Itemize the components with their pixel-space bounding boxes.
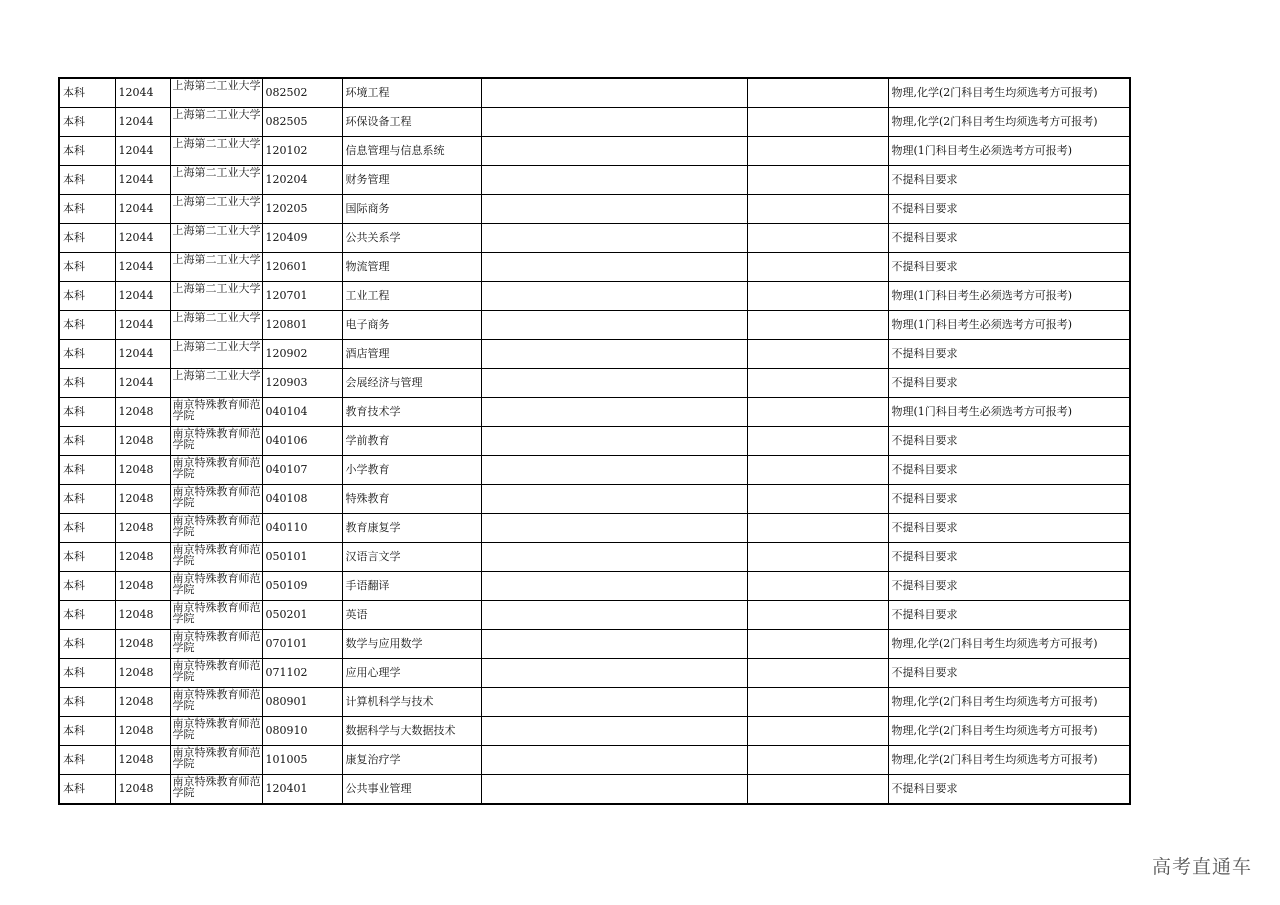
cell-major-code: 120601: [262, 253, 342, 282]
cell-subject-requirement: 不提科目要求: [888, 543, 1130, 572]
admission-requirements-table: [58, 77, 1131, 805]
watermark-logo: 高考直通车: [1151, 856, 1252, 878]
cell-subject-requirement: 物理,化学(2门科目考生均须选考方可报考): [888, 108, 1130, 137]
cell-major-code: 080901: [262, 688, 342, 717]
cell-school-name: [170, 485, 262, 514]
school-name-text: 南京特殊教育师范学院: [172, 572, 261, 596]
table-row: [59, 369, 1130, 398]
cell-blank-a: [481, 78, 747, 108]
school-name-text: 南京特殊教育师范学院: [172, 485, 261, 509]
cell-blank-a: [481, 137, 747, 166]
cell-school-name: [170, 253, 262, 282]
cell-level: 本科: [59, 253, 115, 282]
cell-school-code: 12044: [115, 224, 170, 253]
table-row: [59, 659, 1130, 688]
cell-school-name: [170, 282, 262, 311]
school-name-text: 上海第二工业大学: [172, 253, 261, 266]
school-name-text: 上海第二工业大学: [172, 224, 261, 237]
table-row: [59, 775, 1130, 805]
cell-level: 本科: [59, 78, 115, 108]
table-row: [59, 108, 1130, 137]
cell-school-code: 12048: [115, 746, 170, 775]
table-row: [59, 717, 1130, 746]
cell-school-name: [170, 137, 262, 166]
cell-school-name: [170, 224, 262, 253]
cell-level: 本科: [59, 543, 115, 572]
cell-school-name: [170, 166, 262, 195]
table-row: [59, 601, 1130, 630]
table-row: [59, 427, 1130, 456]
cell-major-code: 120204: [262, 166, 342, 195]
cell-major-code: 040107: [262, 456, 342, 485]
cell-major-name: 环境工程: [342, 78, 481, 108]
cell-blank-b: [747, 630, 888, 659]
table-row: [59, 543, 1130, 572]
cell-blank-a: [481, 398, 747, 427]
cell-major-name: 物流管理: [342, 253, 481, 282]
cell-level: 本科: [59, 456, 115, 485]
cell-major-code: 070101: [262, 630, 342, 659]
table-body: [59, 78, 1130, 804]
cell-major-code: 040104: [262, 398, 342, 427]
cell-school-code: 12044: [115, 108, 170, 137]
cell-subject-requirement: 不提科目要求: [888, 427, 1130, 456]
cell-level: 本科: [59, 398, 115, 427]
cell-major-name: 手语翻译: [342, 572, 481, 601]
school-name-text: 上海第二工业大学: [172, 108, 261, 121]
cell-blank-b: [747, 137, 888, 166]
school-name-text: 南京特殊教育师范学院: [172, 456, 261, 480]
cell-level: 本科: [59, 775, 115, 805]
cell-school-name: [170, 630, 262, 659]
cell-school-name: [170, 78, 262, 108]
cell-major-code: 071102: [262, 659, 342, 688]
cell-major-name: 工业工程: [342, 282, 481, 311]
cell-blank-b: [747, 717, 888, 746]
cell-school-code: 12048: [115, 688, 170, 717]
cell-school-name: [170, 514, 262, 543]
cell-school-name: [170, 427, 262, 456]
cell-major-name: 特殊教育: [342, 485, 481, 514]
cell-major-code: 040108: [262, 485, 342, 514]
cell-major-code: 050201: [262, 601, 342, 630]
cell-school-name: [170, 717, 262, 746]
cell-major-code: 120205: [262, 195, 342, 224]
cell-major-code: 120102: [262, 137, 342, 166]
cell-blank-a: [481, 166, 747, 195]
cell-level: 本科: [59, 369, 115, 398]
cell-major-name: 会展经济与管理: [342, 369, 481, 398]
cell-subject-requirement: 不提科目要求: [888, 340, 1130, 369]
school-name-text: 南京特殊教育师范学院: [172, 601, 261, 625]
cell-school-code: 12048: [115, 630, 170, 659]
cell-major-name: 康复治疗学: [342, 746, 481, 775]
cell-subject-requirement: 不提科目要求: [888, 456, 1130, 485]
cell-major-name: 汉语言文学: [342, 543, 481, 572]
table-row: [59, 572, 1130, 601]
cell-school-name: [170, 456, 262, 485]
cell-level: 本科: [59, 514, 115, 543]
cell-blank-a: [481, 572, 747, 601]
cell-blank-a: [481, 775, 747, 805]
cell-blank-a: [481, 195, 747, 224]
cell-subject-requirement: 不提科目要求: [888, 166, 1130, 195]
cell-subject-requirement: 物理,化学(2门科目考生均须选考方可报考): [888, 688, 1130, 717]
cell-major-code: 082505: [262, 108, 342, 137]
cell-school-code: 12048: [115, 514, 170, 543]
cell-school-name: [170, 311, 262, 340]
cell-school-code: 12044: [115, 282, 170, 311]
cell-school-name: [170, 369, 262, 398]
table-row: [59, 282, 1130, 311]
cell-subject-requirement: 不提科目要求: [888, 224, 1130, 253]
cell-level: 本科: [59, 427, 115, 456]
cell-school-code: 12044: [115, 340, 170, 369]
cell-blank-a: [481, 311, 747, 340]
cell-school-name: [170, 746, 262, 775]
cell-school-code: 12048: [115, 717, 170, 746]
cell-blank-a: [481, 485, 747, 514]
cell-major-name: 教育技术学: [342, 398, 481, 427]
cell-blank-b: [747, 340, 888, 369]
cell-school-code: 12044: [115, 369, 170, 398]
cell-major-code: 120801: [262, 311, 342, 340]
cell-subject-requirement: 物理,化学(2门科目考生均须选考方可报考): [888, 630, 1130, 659]
cell-blank-b: [747, 224, 888, 253]
cell-blank-b: [747, 78, 888, 108]
cell-level: 本科: [59, 630, 115, 659]
cell-major-name: 信息管理与信息系统: [342, 137, 481, 166]
cell-level: 本科: [59, 311, 115, 340]
cell-blank-b: [747, 427, 888, 456]
cell-major-name: 教育康复学: [342, 514, 481, 543]
cell-major-name: 公共关系学: [342, 224, 481, 253]
cell-major-code: 050109: [262, 572, 342, 601]
cell-subject-requirement: 不提科目要求: [888, 369, 1130, 398]
cell-blank-b: [747, 195, 888, 224]
school-name-text: 上海第二工业大学: [172, 340, 261, 353]
cell-blank-b: [747, 456, 888, 485]
cell-level: 本科: [59, 601, 115, 630]
cell-major-code: 120409: [262, 224, 342, 253]
cell-major-name: 酒店管理: [342, 340, 481, 369]
school-name-text: 上海第二工业大学: [172, 311, 261, 324]
table-row: [59, 630, 1130, 659]
cell-blank-a: [481, 224, 747, 253]
table-row: [59, 688, 1130, 717]
cell-blank-b: [747, 601, 888, 630]
cell-school-code: 12048: [115, 543, 170, 572]
cell-major-name: 英语: [342, 601, 481, 630]
cell-level: 本科: [59, 166, 115, 195]
cell-level: 本科: [59, 108, 115, 137]
cell-blank-b: [747, 746, 888, 775]
cell-school-code: 12048: [115, 485, 170, 514]
cell-blank-b: [747, 253, 888, 282]
cell-school-code: 12044: [115, 166, 170, 195]
cell-school-code: 12048: [115, 456, 170, 485]
school-name-text: 南京特殊教育师范学院: [172, 398, 261, 422]
school-name-text: 南京特殊教育师范学院: [172, 775, 261, 799]
cell-major-name: 数据科学与大数据技术: [342, 717, 481, 746]
cell-major-code: 082502: [262, 78, 342, 108]
school-name-text: 南京特殊教育师范学院: [172, 717, 261, 741]
cell-major-code: 040110: [262, 514, 342, 543]
cell-school-name: [170, 108, 262, 137]
cell-school-code: 12044: [115, 311, 170, 340]
school-name-text: 上海第二工业大学: [172, 282, 261, 295]
cell-blank-b: [747, 688, 888, 717]
cell-level: 本科: [59, 746, 115, 775]
cell-school-code: 12048: [115, 659, 170, 688]
cell-blank-b: [747, 369, 888, 398]
school-name-text: 南京特殊教育师范学院: [172, 688, 261, 712]
table-row: [59, 166, 1130, 195]
cell-school-name: [170, 543, 262, 572]
cell-blank-a: [481, 282, 747, 311]
cell-level: 本科: [59, 340, 115, 369]
cell-level: 本科: [59, 224, 115, 253]
cell-major-code: 120903: [262, 369, 342, 398]
cell-level: 本科: [59, 572, 115, 601]
cell-major-name: 公共事业管理: [342, 775, 481, 805]
cell-subject-requirement: 不提科目要求: [888, 572, 1130, 601]
table-row: [59, 224, 1130, 253]
cell-blank-a: [481, 456, 747, 485]
cell-school-code: 12048: [115, 775, 170, 805]
cell-blank-b: [747, 282, 888, 311]
cell-major-code: 120701: [262, 282, 342, 311]
cell-major-code: 120902: [262, 340, 342, 369]
cell-subject-requirement: 不提科目要求: [888, 775, 1130, 805]
cell-blank-a: [481, 369, 747, 398]
cell-subject-requirement: 物理,化学(2门科目考生均须选考方可报考): [888, 717, 1130, 746]
cell-blank-b: [747, 108, 888, 137]
cell-major-code: 101005: [262, 746, 342, 775]
cell-major-name: 财务管理: [342, 166, 481, 195]
cell-level: 本科: [59, 717, 115, 746]
cell-school-code: 12044: [115, 195, 170, 224]
school-name-text: 上海第二工业大学: [172, 166, 261, 179]
school-name-text: 南京特殊教育师范学院: [172, 746, 261, 770]
cell-school-name: [170, 601, 262, 630]
school-name-text: 南京特殊教育师范学院: [172, 514, 261, 538]
table-row: [59, 746, 1130, 775]
cell-subject-requirement: 不提科目要求: [888, 253, 1130, 282]
cell-level: 本科: [59, 485, 115, 514]
cell-school-code: 12048: [115, 427, 170, 456]
cell-blank-a: [481, 601, 747, 630]
cell-blank-a: [481, 746, 747, 775]
cell-level: 本科: [59, 137, 115, 166]
cell-subject-requirement: 不提科目要求: [888, 659, 1130, 688]
school-name-text: 上海第二工业大学: [172, 195, 261, 208]
cell-subject-requirement: 不提科目要求: [888, 601, 1130, 630]
table-row: [59, 485, 1130, 514]
cell-school-name: [170, 775, 262, 805]
cell-school-code: 12044: [115, 137, 170, 166]
school-name-text: 南京特殊教育师范学院: [172, 659, 261, 683]
cell-blank-a: [481, 427, 747, 456]
cell-major-code: 040106: [262, 427, 342, 456]
cell-blank-b: [747, 572, 888, 601]
cell-school-name: [170, 195, 262, 224]
cell-major-name: 环保设备工程: [342, 108, 481, 137]
table-row: [59, 78, 1130, 108]
cell-blank-b: [747, 311, 888, 340]
school-name-text: 上海第二工业大学: [172, 137, 261, 150]
cell-blank-a: [481, 514, 747, 543]
cell-school-code: 12044: [115, 78, 170, 108]
cell-level: 本科: [59, 282, 115, 311]
cell-subject-requirement: 物理(1门科目考生必须选考方可报考): [888, 398, 1130, 427]
cell-blank-a: [481, 630, 747, 659]
cell-subject-requirement: 物理,化学(2门科目考生均须选考方可报考): [888, 78, 1130, 108]
cell-school-name: [170, 340, 262, 369]
cell-major-code: 080910: [262, 717, 342, 746]
cell-school-name: [170, 659, 262, 688]
cell-major-name: 应用心理学: [342, 659, 481, 688]
table-row: [59, 311, 1130, 340]
cell-school-name: [170, 572, 262, 601]
cell-school-code: 12048: [115, 572, 170, 601]
table-row: [59, 340, 1130, 369]
cell-blank-b: [747, 659, 888, 688]
table-row: [59, 137, 1130, 166]
cell-major-name: 学前教育: [342, 427, 481, 456]
table-row: [59, 456, 1130, 485]
cell-school-code: 12048: [115, 601, 170, 630]
table-row: [59, 195, 1130, 224]
cell-blank-b: [747, 485, 888, 514]
cell-blank-a: [481, 340, 747, 369]
school-name-text: 南京特殊教育师范学院: [172, 630, 261, 654]
table-row: [59, 398, 1130, 427]
cell-subject-requirement: 物理(1门科目考生必须选考方可报考): [888, 137, 1130, 166]
cell-major-code: 120401: [262, 775, 342, 805]
cell-blank-b: [747, 398, 888, 427]
cell-major-name: 小学教育: [342, 456, 481, 485]
cell-blank-b: [747, 543, 888, 572]
cell-subject-requirement: 物理,化学(2门科目考生均须选考方可报考): [888, 746, 1130, 775]
cell-major-name: 数学与应用数学: [342, 630, 481, 659]
school-name-text: 上海第二工业大学: [172, 369, 261, 382]
cell-level: 本科: [59, 688, 115, 717]
cell-subject-requirement: 物理(1门科目考生必须选考方可报考): [888, 282, 1130, 311]
cell-school-name: [170, 398, 262, 427]
cell-school-code: 12048: [115, 398, 170, 427]
school-name-text: 上海第二工业大学: [172, 79, 261, 92]
cell-level: 本科: [59, 659, 115, 688]
cell-major-name: 电子商务: [342, 311, 481, 340]
cell-major-name: 国际商务: [342, 195, 481, 224]
cell-blank-b: [747, 166, 888, 195]
cell-school-name: [170, 688, 262, 717]
table-row: [59, 514, 1130, 543]
cell-subject-requirement: 不提科目要求: [888, 514, 1130, 543]
cell-blank-a: [481, 543, 747, 572]
cell-subject-requirement: 物理(1门科目考生必须选考方可报考): [888, 311, 1130, 340]
cell-subject-requirement: 不提科目要求: [888, 485, 1130, 514]
table-row: [59, 253, 1130, 282]
cell-blank-a: [481, 688, 747, 717]
cell-blank-a: [481, 108, 747, 137]
cell-major-code: 050101: [262, 543, 342, 572]
cell-blank-b: [747, 775, 888, 805]
school-name-text: 南京特殊教育师范学院: [172, 543, 261, 567]
cell-blank-b: [747, 514, 888, 543]
cell-school-code: 12044: [115, 253, 170, 282]
cell-subject-requirement: 不提科目要求: [888, 195, 1130, 224]
cell-blank-a: [481, 253, 747, 282]
school-name-text: 南京特殊教育师范学院: [172, 427, 261, 451]
cell-level: 本科: [59, 195, 115, 224]
cell-blank-a: [481, 659, 747, 688]
cell-major-name: 计算机科学与技术: [342, 688, 481, 717]
cell-blank-a: [481, 717, 747, 746]
